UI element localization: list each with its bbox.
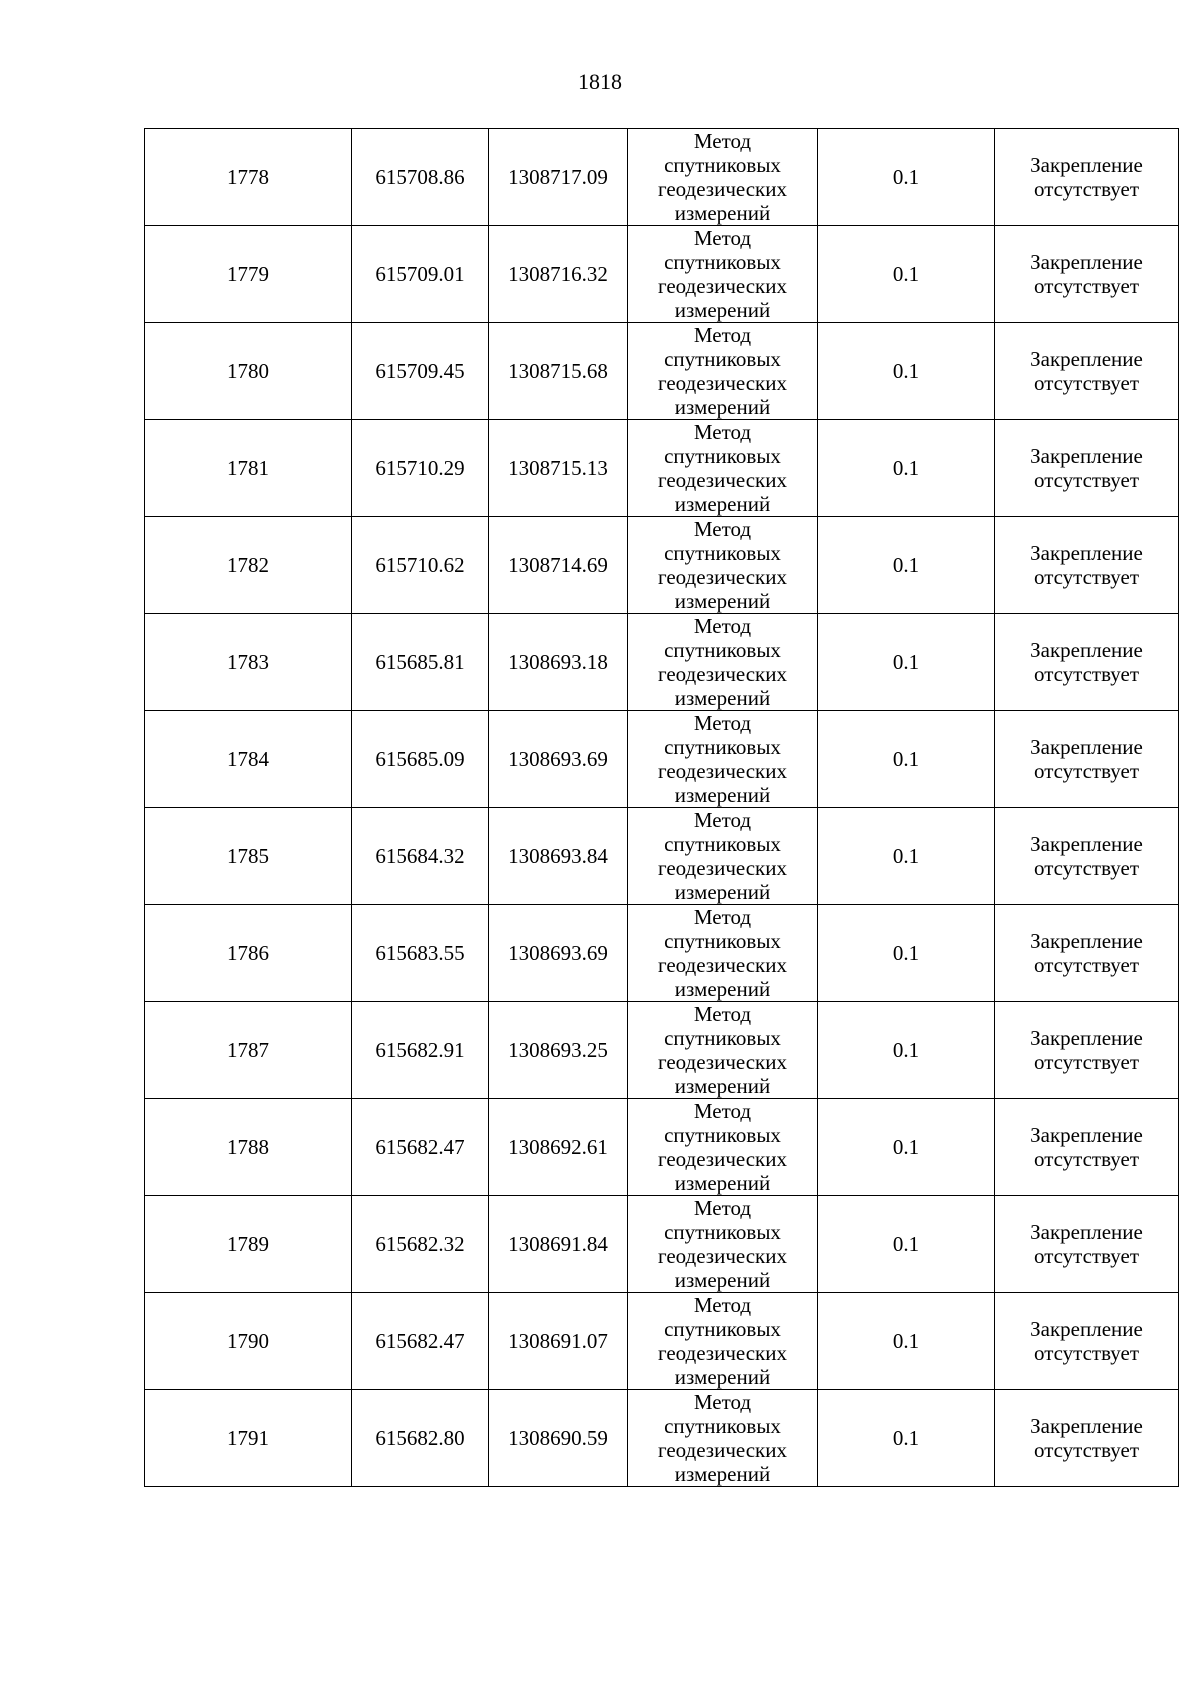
method-line: геодезических	[657, 856, 787, 880]
point-number-cell: 1778	[145, 129, 352, 226]
method-line: Метод	[693, 420, 752, 444]
method-line: геодезических	[657, 274, 787, 298]
y-coordinate-cell: 1308693.18	[489, 614, 628, 711]
accuracy-cell: 0.1	[818, 517, 995, 614]
fixing-line: отсутствует	[1033, 274, 1140, 298]
method-line: Метод	[693, 1293, 752, 1317]
method-line: Метод	[693, 129, 752, 153]
table-row	[145, 226, 1179, 323]
method-line: Метод	[693, 905, 752, 929]
y-coordinate-cell: 1308693.25	[489, 1002, 628, 1099]
fixing-line: отсутствует	[1033, 662, 1140, 686]
x-coordinate-cell: 615682.47	[352, 1293, 489, 1390]
table-row	[145, 1002, 1179, 1099]
method-line: спутниковых	[664, 153, 781, 177]
table-row	[145, 614, 1179, 711]
method-line: Метод	[693, 711, 752, 735]
fixing-line: отсутствует	[1033, 177, 1140, 201]
table-row	[145, 420, 1179, 517]
fixing-cell	[995, 517, 1179, 614]
accuracy-cell: 0.1	[818, 1390, 995, 1487]
method-line: спутниковых	[664, 929, 781, 953]
fixing-cell	[995, 323, 1179, 420]
table-row	[145, 1293, 1179, 1390]
fixing-line: отсутствует	[1033, 1438, 1140, 1462]
point-number-cell: 1785	[145, 808, 352, 905]
method-line: спутниковых	[664, 638, 781, 662]
fixing-cell	[995, 1002, 1179, 1099]
fixing-cell	[995, 905, 1179, 1002]
method-line: спутниковых	[664, 347, 781, 371]
method-cell	[628, 808, 818, 905]
table-row	[145, 517, 1179, 614]
fixing-line: Закрепление	[1030, 638, 1143, 662]
accuracy-cell: 0.1	[818, 1099, 995, 1196]
x-coordinate-cell: 615682.91	[352, 1002, 489, 1099]
method-line: измерений	[674, 1268, 771, 1292]
fixing-line: Закрепление	[1030, 444, 1143, 468]
fixing-line: отсутствует	[1033, 1050, 1140, 1074]
table-body	[145, 129, 1179, 1487]
fixing-line: отсутствует	[1033, 759, 1140, 783]
accuracy-cell: 0.1	[818, 808, 995, 905]
method-cell	[628, 420, 818, 517]
method-line: спутниковых	[664, 1317, 781, 1341]
method-line: спутниковых	[664, 1414, 781, 1438]
method-cell	[628, 905, 818, 1002]
method-line: геодезических	[657, 1050, 787, 1074]
method-line: измерений	[674, 1074, 771, 1098]
method-cell	[628, 1196, 818, 1293]
method-line: измерений	[674, 589, 771, 613]
fixing-line: отсутствует	[1033, 565, 1140, 589]
table-row	[145, 711, 1179, 808]
method-cell	[628, 1099, 818, 1196]
fixing-cell	[995, 226, 1179, 323]
point-number-cell: 1780	[145, 323, 352, 420]
accuracy-cell: 0.1	[818, 1196, 995, 1293]
method-line: измерений	[674, 977, 771, 1001]
method-line: спутниковых	[664, 735, 781, 759]
method-cell	[628, 1390, 818, 1487]
method-line: измерений	[674, 783, 771, 807]
fixing-cell	[995, 1099, 1179, 1196]
method-line: спутниковых	[664, 832, 781, 856]
fixing-line: отсутствует	[1033, 1147, 1140, 1171]
x-coordinate-cell: 615683.55	[352, 905, 489, 1002]
table-row	[145, 1099, 1179, 1196]
fixing-cell	[995, 614, 1179, 711]
method-line: измерений	[674, 1462, 771, 1486]
x-coordinate-cell: 615682.80	[352, 1390, 489, 1487]
method-line: измерений	[674, 298, 771, 322]
method-line: спутниковых	[664, 250, 781, 274]
fixing-cell	[995, 420, 1179, 517]
fixing-line: Закрепление	[1030, 1220, 1143, 1244]
coordinates-table	[144, 128, 1179, 1487]
method-cell	[628, 129, 818, 226]
fixing-line: Закрепление	[1030, 250, 1143, 274]
method-line: геодезических	[657, 371, 787, 395]
method-cell	[628, 1293, 818, 1390]
y-coordinate-cell: 1308691.84	[489, 1196, 628, 1293]
y-coordinate-cell: 1308715.68	[489, 323, 628, 420]
fixing-line: отсутствует	[1033, 468, 1140, 492]
y-coordinate-cell: 1308693.69	[489, 711, 628, 808]
method-line: спутниковых	[664, 444, 781, 468]
y-coordinate-cell: 1308716.32	[489, 226, 628, 323]
method-line: измерений	[674, 395, 771, 419]
fixing-line: Закрепление	[1030, 347, 1143, 371]
method-line: спутниковых	[664, 1123, 781, 1147]
fixing-line: Закрепление	[1030, 541, 1143, 565]
x-coordinate-cell: 615710.62	[352, 517, 489, 614]
point-number-cell: 1791	[145, 1390, 352, 1487]
method-line: геодезических	[657, 1341, 787, 1365]
method-line: Метод	[693, 1099, 752, 1123]
y-coordinate-cell: 1308693.69	[489, 905, 628, 1002]
point-number-cell: 1781	[145, 420, 352, 517]
method-line: спутниковых	[664, 1220, 781, 1244]
method-line: геодезических	[657, 759, 787, 783]
y-coordinate-cell: 1308715.13	[489, 420, 628, 517]
method-line: Метод	[693, 1196, 752, 1220]
table-row	[145, 905, 1179, 1002]
accuracy-cell: 0.1	[818, 1002, 995, 1099]
fixing-line: Закрепление	[1030, 735, 1143, 759]
x-coordinate-cell: 615682.47	[352, 1099, 489, 1196]
point-number-cell: 1788	[145, 1099, 352, 1196]
fixing-cell	[995, 129, 1179, 226]
y-coordinate-cell: 1308693.84	[489, 808, 628, 905]
point-number-cell: 1787	[145, 1002, 352, 1099]
fixing-line: отсутствует	[1033, 1244, 1140, 1268]
accuracy-cell: 0.1	[818, 226, 995, 323]
point-number-cell: 1790	[145, 1293, 352, 1390]
x-coordinate-cell: 615684.32	[352, 808, 489, 905]
method-line: измерений	[674, 880, 771, 904]
method-line: Метод	[693, 323, 752, 347]
point-number-cell: 1779	[145, 226, 352, 323]
table-row	[145, 1196, 1179, 1293]
x-coordinate-cell: 615708.86	[352, 129, 489, 226]
y-coordinate-cell: 1308692.61	[489, 1099, 628, 1196]
method-cell	[628, 1002, 818, 1099]
fixing-line: Закрепление	[1030, 1317, 1143, 1341]
fixing-cell	[995, 711, 1179, 808]
page-number: 1818	[578, 69, 622, 94]
fixing-line: отсутствует	[1033, 856, 1140, 880]
point-number-cell: 1782	[145, 517, 352, 614]
x-coordinate-cell: 615682.32	[352, 1196, 489, 1293]
fixing-line: Закрепление	[1030, 832, 1143, 856]
point-number-cell: 1786	[145, 905, 352, 1002]
method-line: Метод	[693, 1002, 752, 1026]
fixing-line: Закрепление	[1030, 153, 1143, 177]
x-coordinate-cell: 615710.29	[352, 420, 489, 517]
table-row	[145, 1390, 1179, 1487]
fixing-line: отсутствует	[1033, 371, 1140, 395]
method-cell	[628, 517, 818, 614]
accuracy-cell: 0.1	[818, 420, 995, 517]
method-cell	[628, 614, 818, 711]
x-coordinate-cell: 615685.81	[352, 614, 489, 711]
method-line: измерений	[674, 1171, 771, 1195]
method-cell	[628, 711, 818, 808]
method-line: геодезических	[657, 953, 787, 977]
method-line: Метод	[693, 517, 752, 541]
x-coordinate-cell: 615709.01	[352, 226, 489, 323]
method-line: спутниковых	[664, 1026, 781, 1050]
fixing-cell	[995, 1293, 1179, 1390]
y-coordinate-cell: 1308691.07	[489, 1293, 628, 1390]
method-line: Метод	[693, 808, 752, 832]
x-coordinate-cell: 615685.09	[352, 711, 489, 808]
point-number-cell: 1789	[145, 1196, 352, 1293]
method-line: геодезических	[657, 1244, 787, 1268]
table-row	[145, 323, 1179, 420]
fixing-line: отсутствует	[1033, 1341, 1140, 1365]
method-line: измерений	[674, 492, 771, 516]
fixing-line: Закрепление	[1030, 1414, 1143, 1438]
accuracy-cell: 0.1	[818, 614, 995, 711]
y-coordinate-cell: 1308714.69	[489, 517, 628, 614]
y-coordinate-cell: 1308717.09	[489, 129, 628, 226]
point-number-cell: 1784	[145, 711, 352, 808]
method-line: Метод	[693, 614, 752, 638]
fixing-line: отсутствует	[1033, 953, 1140, 977]
accuracy-cell: 0.1	[818, 129, 995, 226]
method-line: Метод	[693, 1390, 752, 1414]
accuracy-cell: 0.1	[818, 905, 995, 1002]
method-line: геодезических	[657, 468, 787, 492]
method-line: геодезических	[657, 1438, 787, 1462]
method-line: геодезических	[657, 177, 787, 201]
method-line: Метод	[693, 226, 752, 250]
fixing-line: Закрепление	[1030, 1026, 1143, 1050]
method-line: геодезических	[657, 565, 787, 589]
fixing-line: Закрепление	[1030, 929, 1143, 953]
table-row	[145, 808, 1179, 905]
method-line: спутниковых	[664, 541, 781, 565]
x-coordinate-cell: 615709.45	[352, 323, 489, 420]
method-cell	[628, 226, 818, 323]
method-line: измерений	[674, 1365, 771, 1389]
fixing-cell	[995, 1196, 1179, 1293]
point-number-cell: 1783	[145, 614, 352, 711]
fixing-line: Закрепление	[1030, 1123, 1143, 1147]
method-line: геодезических	[657, 662, 787, 686]
fixing-cell	[995, 808, 1179, 905]
table-row	[145, 129, 1179, 226]
method-line: измерений	[674, 201, 771, 225]
method-line: геодезических	[657, 1147, 787, 1171]
y-coordinate-cell: 1308690.59	[489, 1390, 628, 1487]
accuracy-cell: 0.1	[818, 1293, 995, 1390]
accuracy-cell: 0.1	[818, 711, 995, 808]
method-line: измерений	[674, 686, 771, 710]
fixing-cell	[995, 1390, 1179, 1487]
accuracy-cell: 0.1	[818, 323, 995, 420]
method-cell	[628, 323, 818, 420]
